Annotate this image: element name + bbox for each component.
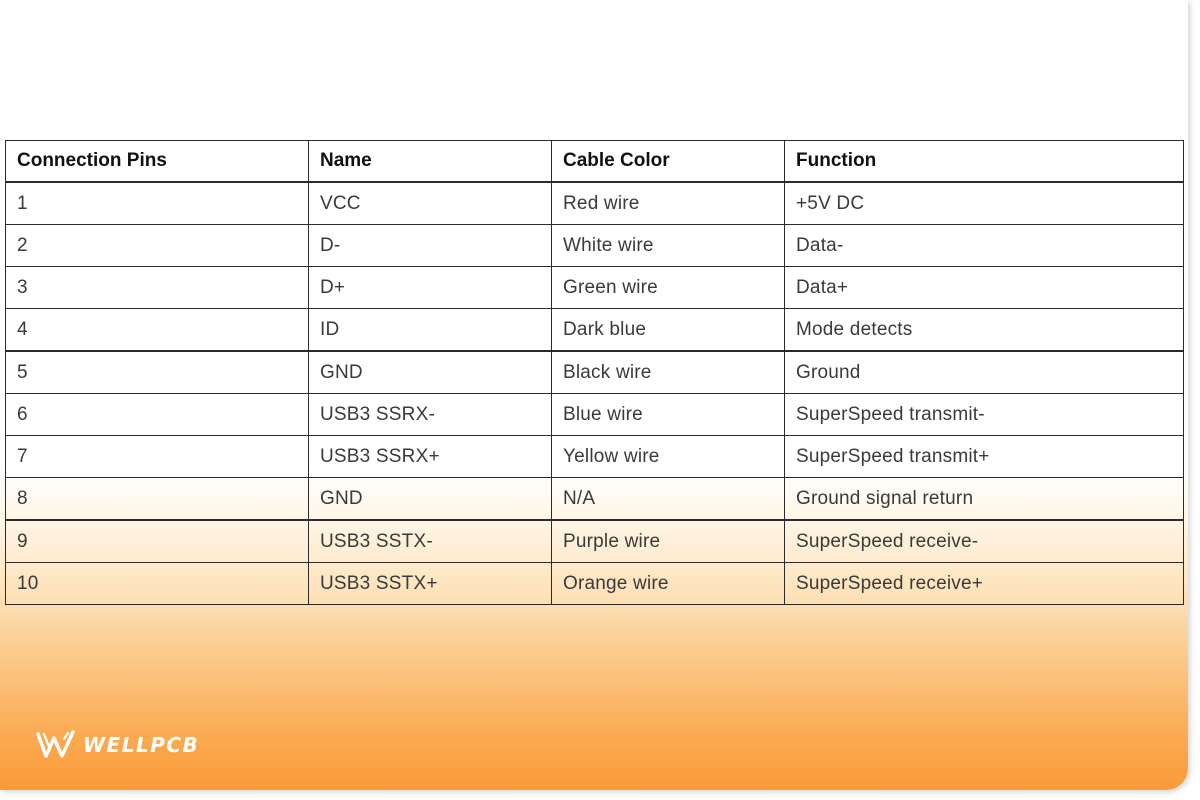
function-cell: SuperSpeed receive- [785, 520, 1184, 563]
pin-cell: 9 [6, 520, 309, 563]
pin-cell: 3 [6, 267, 309, 309]
function-cell: SuperSpeed transmit- [785, 394, 1184, 436]
function-cell: Data+ [785, 267, 1184, 309]
name-cell: USB3 SSRX- [309, 394, 552, 436]
cable-color-cell: N/A [552, 478, 785, 521]
pin-cell: 1 [6, 182, 309, 225]
pin-cell: 8 [6, 478, 309, 521]
table-header-row [6, 141, 1184, 183]
cable-color-cell: Dark blue [552, 309, 785, 352]
table-row [6, 563, 1184, 605]
name-cell: USB3 SSTX+ [309, 563, 552, 605]
header-cable-color: Cable Color [552, 141, 785, 183]
name-cell: GND [309, 351, 552, 394]
function-cell: Ground signal return [785, 478, 1184, 521]
header-function: Function [785, 141, 1184, 183]
wellpcb-logo-text: WELLPCB [83, 733, 200, 757]
pin-cell: 4 [6, 309, 309, 352]
table-row [6, 351, 1184, 394]
table-row [6, 478, 1184, 521]
function-cell: Ground [785, 351, 1184, 394]
cable-color-cell: White wire [552, 225, 785, 267]
cable-color-cell: Yellow wire [552, 436, 785, 478]
function-cell: SuperSpeed transmit+ [785, 436, 1184, 478]
header-name: Name [309, 141, 552, 183]
table-row [6, 267, 1184, 309]
name-cell: VCC [309, 182, 552, 225]
pin-cell: 2 [6, 225, 309, 267]
name-cell: USB3 SSRX+ [309, 436, 552, 478]
table-row [6, 394, 1184, 436]
table-row [6, 436, 1184, 478]
function-cell: +5V DC [785, 182, 1184, 225]
pin-cell: 7 [6, 436, 309, 478]
wellpcb-logo [35, 728, 199, 762]
name-cell: GND [309, 478, 552, 521]
cable-color-cell: Purple wire [552, 520, 785, 563]
function-cell: Data- [785, 225, 1184, 267]
pin-cell: 10 [6, 563, 309, 605]
cable-color-cell: Red wire [552, 182, 785, 225]
function-cell: SuperSpeed receive+ [785, 563, 1184, 605]
cable-color-cell: Green wire [552, 267, 785, 309]
pin-cell: 5 [6, 351, 309, 394]
pin-table [5, 140, 1184, 605]
table-row [6, 520, 1184, 563]
pin-cell: 6 [6, 394, 309, 436]
cable-color-cell: Orange wire [552, 563, 785, 605]
name-cell: USB3 SSTX- [309, 520, 552, 563]
name-cell: ID [309, 309, 552, 352]
wellpcb-logo-icon [35, 729, 81, 761]
cable-color-cell: Black wire [552, 351, 785, 394]
table-row [6, 225, 1184, 267]
header-connection-pins: Connection Pins [6, 141, 309, 183]
cable-color-cell: Blue wire [552, 394, 785, 436]
table-row [6, 309, 1184, 352]
function-cell: Mode detects [785, 309, 1184, 352]
name-cell: D+ [309, 267, 552, 309]
name-cell: D- [309, 225, 552, 267]
table-row [6, 182, 1184, 225]
